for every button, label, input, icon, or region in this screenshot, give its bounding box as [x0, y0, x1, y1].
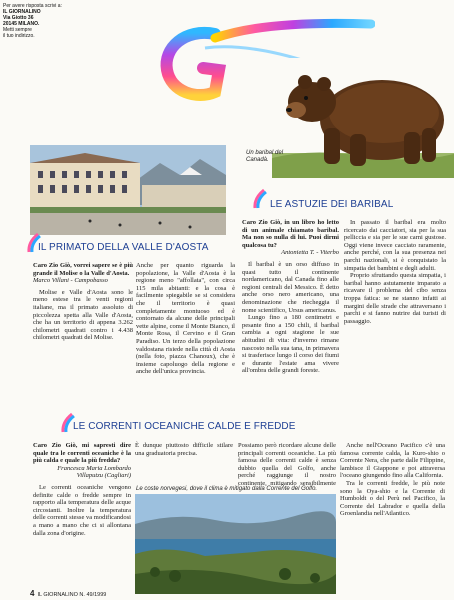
address-box — [3, 3, 65, 39]
address-line: Via Giotto 36 — [3, 15, 34, 21]
aosta-square-photo — [30, 145, 226, 235]
answer-paragraph-start: Possiamo però ricordare alcune delle principali correnti oceaniche. La più famosa delle correnti calde è senza dubbio quella del Golfo, anche perché raggiunge il nostro continente, mitigando sensibilmente — [238, 442, 336, 486]
answer-paragraph: Proprio sfruttando questa simpatia, i baribal hanno astutamente imparato a ricavare il problema del cibo senza troppa fatica: se ne stanno infatti ai margini delle strade che attraversano i parchi e si fanno nutrire dai turisti di passaggio. — [344, 272, 446, 325]
column-8 — [340, 442, 445, 518]
column-3 — [242, 219, 339, 375]
answer-paragraph: Il baribal è un orso diffuso in quasi tutto il continente nordamericano, dal Canada fino alle regioni centrali del Messico. È detto anche orso nero americano, una denominazione che riecheggia il nome scientifico, Ursus americanus. — [242, 260, 339, 314]
column-6 — [135, 442, 233, 457]
coast-caption: Le coste norvegesi, dove il clima è mitigato dalla Corrente del Golfo. — [136, 486, 318, 492]
column-7-top — [238, 442, 336, 486]
bear-caption: Un baribal del Canadà. — [246, 150, 284, 163]
address-line: IL GIORNALINO — [3, 9, 41, 15]
magazine-issue: IL GIORNALINO N. 49/1999 — [37, 592, 107, 598]
column-4 — [344, 219, 446, 325]
answer-paragraph: Anche nell'Oceano Pacifico c'è una famosa corrente calda, la Kuro-shio o Corrente Nera, che parte dalle Filippine, lambisce il Giappone e poi attraversa l'oceano giungendo fino alla California. — [340, 442, 445, 480]
answer-paragraph: Lungo fino a 180 centimetri e pesante fino a 150 chili, il baribal cambia a ogni stagione le sue abitudini di vita: d'inverno rimane nascosto nella sua tana, in primavera si trasferisce lungo il corso dei fiumi e durante l'estate ama vivere all'ombra delle grandi foreste. — [242, 314, 339, 375]
reader-signature: Antonietta T. - Viterbo — [281, 249, 339, 257]
answer-paragraph: Anche per quanto riguarda la popolazione, la Valle d'Aosta è la regione meno "affollata", con circa 115 mila abitanti: e la cosa è facilmente spiegabile se si considera che il territorio è quasi completamente montuoso ed è contornato da alcune delle principali vette alpine, come il Monte Bianco, il Monte Rosa, il Cervino e il Gran Paradiso. Un terzo della popolazione valdostana risiede nella città di Aosta (nella foto, piazza Chanoux), che è insieme capoluogo della regione e anche dell'unica provincia. — [136, 262, 235, 376]
reader-question: Caro Zio Giò, mi sapresti dire quale tra le correnti oceaniche è la più calda e quale la più fredda? — [33, 442, 131, 465]
column-5 — [33, 442, 131, 537]
bear-photo — [272, 58, 454, 178]
norway-coast-photo — [135, 494, 336, 594]
address-line: Metti sempre — [3, 27, 32, 33]
answer-paragraph: Le correnti oceaniche vengono definite calde o fredde sempre in rapporto alla temperatura delle acque circostanti. Inoltre la temperatura delle correnti stesse va modificandosi a mano a mano che ci si allontana dalla zona d'origine. — [33, 483, 131, 537]
answer-paragraph: In passato il baribal era molto ricercato dai cacciatori, sia per la sua pelliccia e sia per le sue carni gustose. Oggi viene invece cacciato raramente, anche perché, con la sua presenza nei parchi nazionali, si è conquistato la simpatia dei bambini e degli adulti. — [344, 219, 446, 272]
address-line: 20145 MILANO. — [3, 21, 40, 27]
rainbow-bullet-icon — [252, 188, 268, 210]
page-number: 4 — [30, 589, 35, 598]
section-title-correnti: LE CORRENTI OCEANICHE CALDE E FREDDE — [73, 421, 296, 432]
answer-paragraph: Molise e Valle d'Aosta sono le meno estese tra le venti regioni italiane, ma il primato assoluto di piccolezza spetta alla Valle d'Aosta, che ha un territorio di appena 3.262 chilometri quadrati contro i 4.438 chilometri quadrati del Molise. — [33, 288, 133, 342]
section-title-valle-aosta: IL PRIMATO DELLA VALLE D'AOSTA — [38, 242, 209, 253]
reader-signature: Francesca Maria Lombardo Villaputzu (Cagliari) — [57, 464, 131, 480]
page-footer — [30, 589, 106, 598]
reader-question: Caro Zio Giò, in un libro ho letto di un animale chiamato baribal. Ma non so nulla di lui. Puoi dirmi qualcosa tu? — [242, 219, 339, 249]
reader-signature: Marco Villani - Campobasso — [33, 277, 108, 285]
column-2 — [136, 262, 235, 376]
section-title-baribal: LE ASTUZIE DEI BARIBAL — [270, 199, 394, 210]
reader-question: Caro Zio Giò, vorrei sapere se è più grande il Molise o la Valle d'Aosta. — [33, 262, 133, 277]
address-intro: Per avere risposta scrivi a: — [3, 3, 62, 9]
address-line: il tuo indirizzo. — [3, 33, 35, 39]
answer-paragraph: È dunque piuttosto difficile stilare una graduatoria precisa. — [135, 442, 233, 457]
column-1 — [33, 262, 133, 342]
answer-paragraph: Tra le correnti fredde, le più note sono la Oya-shio e la Corrente di Humboldt o del Perù nel Pacifico, la Corrente del Labrador e quella della Groenlandia nell'Atlantico. — [340, 479, 445, 518]
